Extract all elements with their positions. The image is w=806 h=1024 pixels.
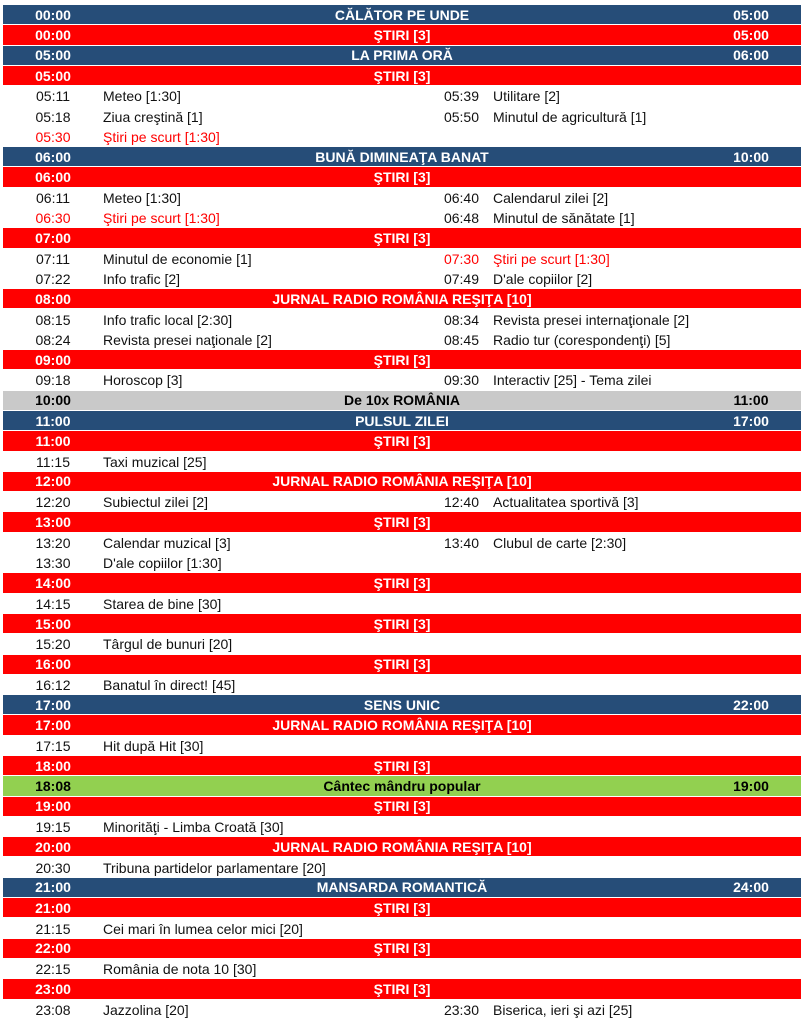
show-title: PULSUL ZILEI	[355, 412, 449, 429]
end-time: 17:00	[733, 412, 769, 429]
program-schedule	[3, 5, 801, 1020]
end-time: 05:00	[733, 6, 769, 23]
start-time: 11:00	[35, 412, 71, 429]
show-title: ŞTIRI [3]	[373, 514, 431, 531]
start-time: 17:00	[35, 717, 71, 734]
item-program: Interactiv [25] - Tema zilei	[493, 372, 652, 389]
item-program: Meteo [1:30]	[103, 189, 181, 206]
item-time: 22:15	[35, 961, 71, 978]
schedule-item-row	[3, 249, 801, 269]
show-header	[3, 695, 801, 715]
item-time: 15:20	[35, 636, 71, 653]
schedule-item-row	[3, 86, 801, 106]
show-title: ŞTIRI [3]	[373, 656, 431, 673]
end-time: 19:00	[733, 777, 769, 794]
item-time: 12:40	[443, 494, 480, 511]
news-bar	[3, 350, 801, 370]
show-title: JURNAL RADIO ROMÂNIA REŞIŢA [10]	[272, 838, 532, 855]
item-program: Starea de bine [30]	[103, 595, 222, 612]
item-program: Jazzolina [20]	[103, 1001, 189, 1018]
item-program: D'ale copiilor [1:30]	[103, 555, 222, 572]
schedule-item-row	[3, 736, 801, 756]
schedule-item-row	[3, 127, 801, 147]
start-time: 18:00	[35, 757, 71, 774]
item-time: 13:30	[35, 555, 71, 572]
item-program: Ştiri pe scurt [1:30]	[103, 210, 220, 227]
item-time: 20:30	[35, 859, 71, 876]
start-time: 14:00	[35, 574, 71, 591]
start-time: 22:00	[35, 940, 71, 957]
item-time: 06:40	[443, 189, 480, 206]
item-time: 05:39	[443, 88, 480, 105]
show-title: ŞTIRI [3]	[373, 899, 431, 916]
schedule-item-row	[3, 675, 801, 695]
schedule-item-row	[3, 106, 801, 126]
news-bar	[3, 979, 801, 999]
item-time: 06:11	[36, 189, 70, 206]
start-time: 00:00	[35, 6, 71, 23]
item-time: 17:15	[35, 737, 71, 754]
item-program: D'ale copiilor [2]	[493, 271, 593, 287]
start-time: 09:00	[35, 351, 71, 368]
item-program: Ziua creştină [1]	[103, 108, 203, 125]
show-title: ŞTIRI [3]	[373, 940, 431, 957]
show-title: ŞTIRI [3]	[373, 26, 431, 43]
news-bar	[3, 472, 801, 492]
start-time: 07:00	[35, 229, 71, 246]
start-time: 08:00	[35, 290, 71, 307]
start-time: 00:00	[35, 26, 71, 43]
item-program: Hit după Hit [30]	[103, 737, 204, 754]
item-program: Actualitatea sportivă [3]	[493, 494, 639, 511]
item-program: Ştiri pe scurt [1:30]	[493, 250, 610, 267]
news-bar	[3, 228, 801, 248]
show-header	[3, 46, 801, 66]
show-title: ŞTIRI [3]	[373, 229, 431, 246]
item-time: 05:30	[35, 128, 71, 145]
start-time: 17:00	[35, 696, 71, 713]
item-program: Radio tur (corespondenţi) [5]	[493, 331, 671, 348]
item-time: 06:30	[35, 210, 71, 227]
show-title: ŞTIRI [3]	[373, 574, 431, 591]
news-bar	[3, 512, 801, 532]
item-program: Cei mari în lumea celor mici [20]	[103, 920, 303, 937]
item-time: 13:40	[443, 534, 480, 551]
show-title: LA PRIMA ORĂ	[351, 47, 453, 64]
schedule-item-row	[3, 1000, 801, 1020]
schedule-item-row	[3, 857, 801, 877]
start-time: 15:00	[35, 615, 71, 632]
schedule-item-row	[3, 918, 801, 938]
show-title: De 10x ROMÂNIA	[344, 392, 460, 409]
item-program: Tribuna partidelor parlamentare [20]	[103, 859, 326, 876]
news-bar	[3, 655, 801, 675]
item-program: Calendar muzical [3]	[103, 534, 231, 551]
schedule-item-row	[3, 269, 801, 289]
schedule-item-row	[3, 634, 801, 654]
item-program: Biserica, ieri şi azi [25]	[493, 1001, 633, 1018]
item-program: Taxi muzical [25]	[103, 453, 207, 470]
start-time: 12:00	[35, 473, 71, 490]
start-time: 21:00	[35, 899, 71, 916]
schedule-item-row	[3, 553, 801, 573]
start-time: 06:00	[35, 148, 71, 165]
end-time: 10:00	[733, 148, 769, 165]
news-bar	[3, 898, 801, 918]
item-time: 14:15	[35, 595, 71, 612]
item-program: Calendarul zilei [2]	[493, 189, 609, 206]
show-header	[3, 5, 801, 25]
show-header	[3, 391, 801, 411]
item-time: 07:49	[443, 271, 480, 287]
show-title: ŞTIRI [3]	[373, 757, 431, 774]
schedule-item-row	[3, 208, 801, 228]
show-title: ŞTIRI [3]	[373, 432, 431, 449]
start-time: 10:00	[35, 392, 71, 409]
show-title: SENS UNIC	[363, 696, 441, 713]
item-program: Meteo [1:30]	[103, 88, 181, 105]
item-time: 21:15	[35, 920, 71, 937]
start-time: 05:00	[35, 47, 71, 64]
end-time: 24:00	[733, 879, 769, 896]
item-time: 07:11	[36, 250, 70, 267]
news-bar	[3, 289, 801, 309]
news-bar	[3, 167, 801, 187]
end-time: 05:00	[733, 26, 769, 43]
schedule-item-row	[3, 330, 801, 350]
show-header	[3, 147, 801, 167]
item-program: Banatul în direct! [45]	[103, 676, 236, 693]
start-time: 06:00	[35, 169, 71, 186]
show-title: Cântec mândru popular	[323, 777, 481, 794]
item-time: 08:15	[35, 311, 71, 328]
start-time: 19:00	[35, 798, 71, 815]
show-header	[3, 878, 801, 898]
news-bar	[3, 614, 801, 634]
show-title: ŞTIRI [3]	[373, 798, 431, 815]
item-time: 07:30	[443, 250, 480, 267]
start-time: 23:00	[35, 980, 71, 997]
news-bar	[3, 837, 801, 857]
show-title: JURNAL RADIO ROMÂNIA REŞIŢA [10]	[272, 290, 532, 307]
schedule-item-row	[3, 959, 801, 979]
schedule-item-row	[3, 452, 801, 472]
item-time: 08:24	[35, 331, 71, 348]
schedule-item-row	[3, 370, 801, 390]
end-time: 06:00	[733, 47, 769, 64]
news-bar	[3, 573, 801, 593]
item-program: Târgul de bunuri [20]	[103, 636, 233, 653]
item-program: Minutul de economie [1]	[103, 250, 252, 267]
item-time: 05:50	[443, 108, 480, 125]
item-program: România de nota 10 [30]	[103, 961, 257, 978]
item-time: 23:08	[35, 1001, 71, 1018]
item-time: 16:12	[35, 676, 71, 693]
start-time: 18:08	[35, 777, 71, 794]
item-time: 19:15	[35, 819, 71, 836]
start-time: 13:00	[35, 514, 71, 531]
item-program: Ştiri pe scurt [1:30]	[103, 128, 220, 145]
news-bar	[3, 939, 801, 959]
item-time: 07:22	[35, 271, 71, 287]
item-program: Subiectul zilei [2]	[103, 494, 209, 511]
item-program: Minutul de agricultură [1]	[493, 108, 647, 125]
show-header	[3, 776, 801, 796]
schedule-item-row	[3, 594, 801, 614]
item-time: 11:15	[36, 453, 70, 470]
show-header	[3, 411, 801, 431]
item-program: Revista presei internaţionale [2]	[493, 311, 690, 328]
news-bar	[3, 25, 801, 45]
show-title: ŞTIRI [3]	[373, 351, 431, 368]
item-time: 09:30	[443, 372, 480, 389]
start-time: 16:00	[35, 656, 71, 673]
show-title: MANSARDA ROMANTICĂ	[316, 879, 488, 896]
news-bar	[3, 797, 801, 817]
item-time: 08:34	[443, 311, 480, 328]
news-bar	[3, 431, 801, 451]
item-program: Minorităţi - Limba Croată [30]	[103, 819, 284, 836]
item-program: Minutul de sănătate [1]	[493, 210, 635, 227]
start-time: 11:00	[35, 432, 71, 449]
show-title: BUNĂ DIMINEAŢA BANAT	[315, 148, 489, 165]
item-program: Clubul de carte [2:30]	[493, 534, 627, 551]
show-title: ŞTIRI [3]	[373, 169, 431, 186]
show-title: ŞTIRI [3]	[373, 615, 431, 632]
schedule-item-row	[3, 309, 801, 329]
show-title: JURNAL RADIO ROMÂNIA REŞIŢA [10]	[272, 717, 532, 734]
item-time: 09:18	[35, 372, 71, 389]
news-bar	[3, 66, 801, 86]
news-bar	[3, 715, 801, 735]
item-program: Info trafic [2]	[103, 271, 181, 287]
show-title: JURNAL RADIO ROMÂNIA REŞIŢA [10]	[272, 473, 532, 490]
end-time: 22:00	[733, 696, 769, 713]
schedule-item-row	[3, 817, 801, 837]
item-program: Utilitare [2]	[493, 88, 560, 105]
schedule-item-row	[3, 533, 801, 553]
item-time: 12:20	[35, 494, 71, 511]
item-time: 23:30	[443, 1001, 480, 1018]
item-program: Info trafic local [2:30]	[103, 311, 233, 328]
start-time: 21:00	[35, 879, 71, 896]
item-time: 13:20	[35, 534, 71, 551]
start-time: 05:00	[35, 67, 71, 84]
schedule-item-row	[3, 492, 801, 512]
item-time: 06:48	[443, 210, 480, 227]
item-time: 05:18	[35, 108, 71, 125]
start-time: 20:00	[35, 838, 71, 855]
item-program: Horoscop [3]	[103, 372, 183, 389]
news-bar	[3, 756, 801, 776]
show-title: ŞTIRI [3]	[373, 67, 431, 84]
show-title: CĂLĂTOR PE UNDE	[334, 6, 470, 23]
item-time: 05:11	[36, 88, 70, 105]
schedule-item-row	[3, 188, 801, 208]
show-title: ŞTIRI [3]	[373, 980, 431, 997]
item-program: Revista presei naţionale [2]	[103, 331, 272, 348]
item-time: 08:45	[443, 331, 480, 348]
end-time: 11:00	[733, 392, 769, 409]
